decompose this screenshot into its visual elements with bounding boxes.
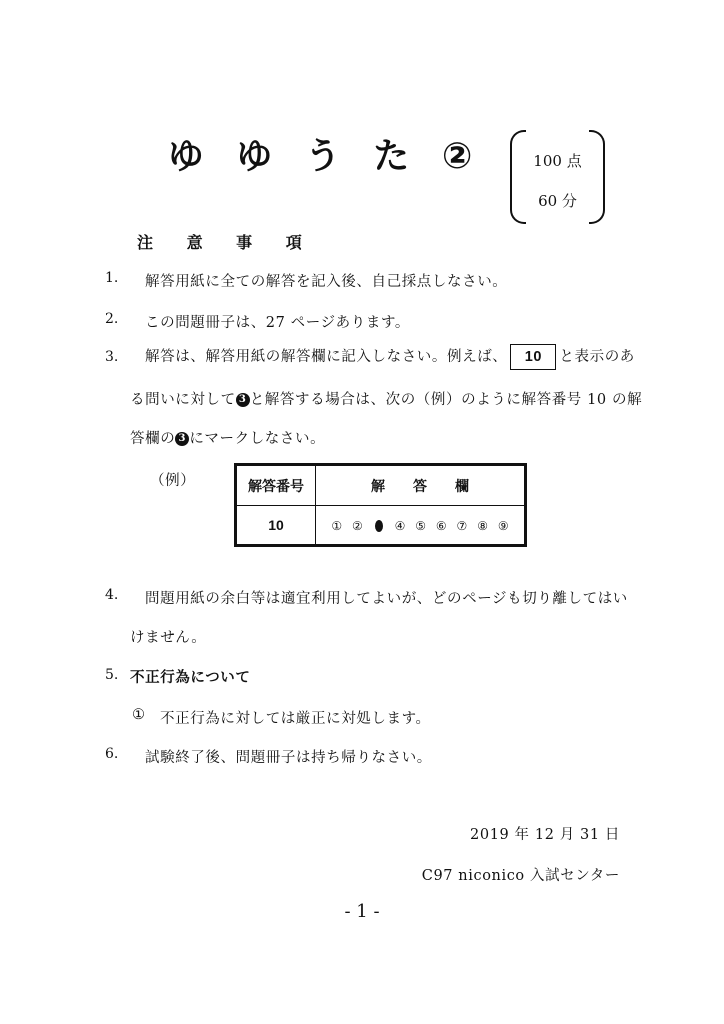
item-text: けません。 — [130, 630, 207, 646]
exam-info-bracket — [510, 130, 605, 222]
example-label: （例） — [150, 473, 196, 489]
item-text: 試験終了後、問題冊子は持ち帰りなさい。 — [145, 750, 432, 766]
points: 100 点 — [533, 152, 582, 170]
item-heading: 不正行為について — [130, 670, 251, 686]
item-text: 問題用紙の余白等は適宜利用してよいが、どのページも切り離してはい — [145, 591, 628, 607]
item-text: 解答用紙に全ての解答を記入後、自己採点しなさい。 — [145, 274, 508, 290]
item-text — [145, 344, 635, 370]
header-answer-column: 解 答 欄 — [316, 465, 526, 506]
sub-item-number: ① — [132, 707, 146, 723]
item-number: 3. — [105, 349, 119, 365]
bubble-5: ⑤ — [415, 519, 426, 533]
bubble-6: ⑥ — [435, 519, 447, 533]
bubble-1: ① — [331, 519, 343, 533]
item-number: 5. — [105, 667, 119, 683]
answer-number: 10 — [236, 506, 316, 546]
item-text-part: と表示のあ — [559, 349, 635, 365]
item-number: 6. — [105, 746, 119, 762]
item-text: この問題冊子は、27 ページあります。 — [145, 315, 411, 331]
item-text-part: 答欄の — [130, 431, 176, 447]
example-answer-table — [234, 463, 527, 547]
bubble-4: ④ — [394, 519, 406, 533]
item-text-part: 解答は、解答用紙の解答欄に記入しなさい。例えば、 — [145, 349, 508, 365]
item-text-part: る問いに対して — [130, 392, 236, 408]
sub-item-text: 不正行為に対しては厳正に対処します。 — [160, 711, 431, 727]
answer-bubbles — [316, 506, 526, 546]
bubble-7: ⑦ — [456, 519, 468, 533]
answer-number-box: 10 — [510, 344, 556, 370]
time-limit: 60 分 — [538, 192, 577, 210]
bubble-9: ⑨ — [497, 519, 509, 533]
bubble-2: ② — [352, 519, 363, 533]
item-number: 4. — [105, 587, 119, 603]
item-number: 2. — [105, 311, 119, 327]
notes-heading: 注 意 事 項 — [137, 233, 316, 252]
circled-number: 3 — [175, 432, 189, 446]
document-title: ゆ ゆ う た ② — [167, 136, 483, 177]
bubble-3-marked — [375, 520, 383, 532]
date: 2019 年 12 月 31 日 — [470, 827, 620, 843]
item-number: 1. — [105, 270, 119, 286]
item-text-part: にマークしなさい。 — [189, 431, 326, 447]
organization: C97 niconico 入試センター — [421, 868, 620, 884]
header-answer-number: 解答番号 — [236, 465, 316, 506]
item-text — [130, 388, 642, 409]
page-number: - 1 - — [344, 901, 380, 922]
circled-number: 3 — [236, 393, 250, 407]
item-text — [130, 427, 325, 448]
bubble-8: ⑧ — [477, 519, 488, 533]
item-text-part: と解答する場合は、次の（例）のように解答番号 10 の解 — [249, 392, 643, 408]
